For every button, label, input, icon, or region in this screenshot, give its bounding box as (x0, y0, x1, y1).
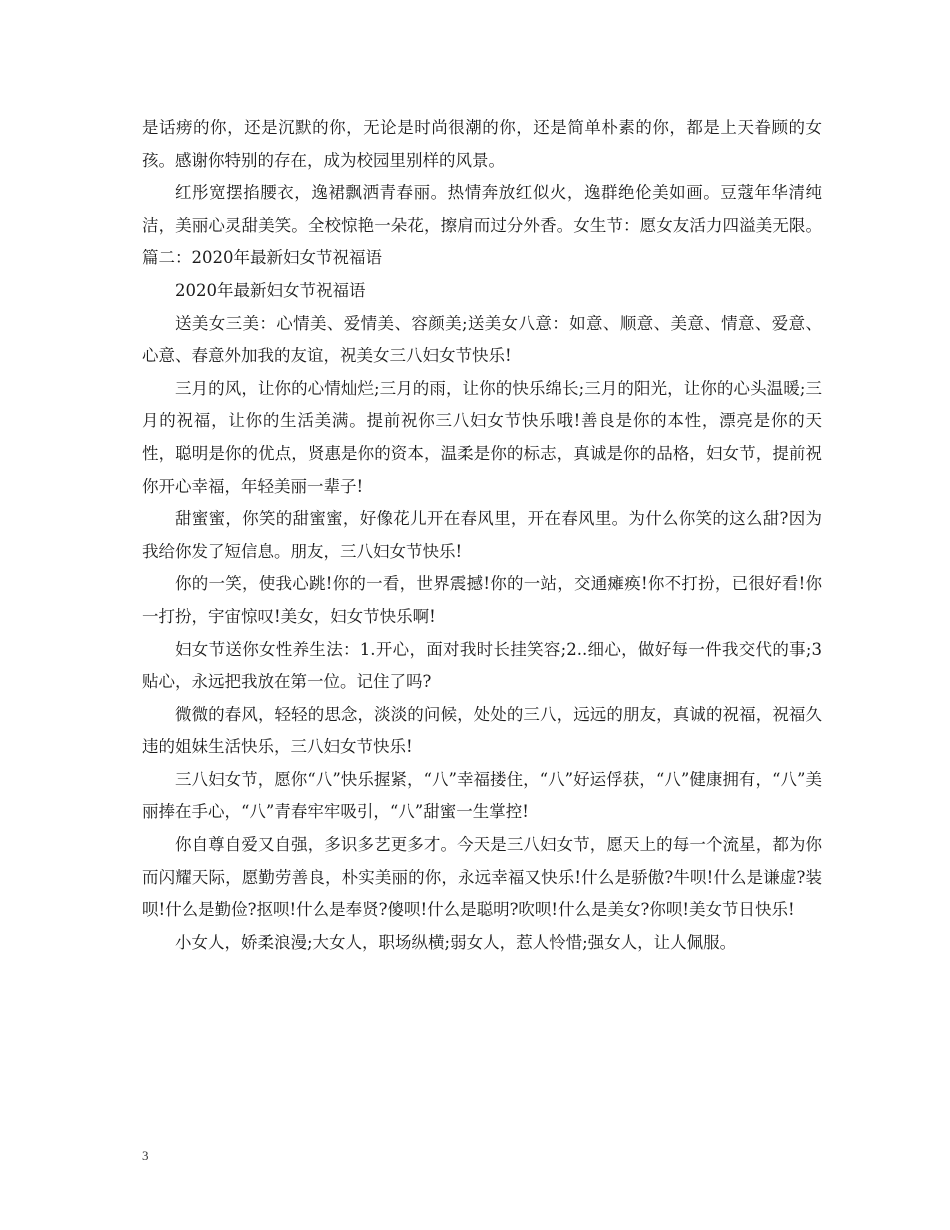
paragraph: 三月的风，让你的心情灿烂;三月的雨，让你的快乐绵长;三月的阳光，让你的心头温暖;三月的祝福，让你的生活美满。提前祝你三八妇女节快乐哦!善良是你的本性，漂亮是你的天性，聪明是你的优点，贤惠是你的资本，温柔是你的标志，真诚是你的品格，妇女节，提前祝你开心幸福，年轻美丽一辈子! (142, 378, 822, 496)
paragraph: 是话痨的你，还是沉默的你，无论是时尚很潮的你，还是简单朴素的你，都是上天眷顾的女孩。感谢你特别的存在，成为校园里别样的风景。 (142, 118, 822, 170)
paragraph: 妇女节送你女性养生法：1.开心，面对我时长挂笑容;2..细心，做好每一件我交代的事;3贴心，永远把我放在第一位。记住了吗? (142, 639, 822, 692)
paragraph: 甜蜜蜜，你笑的甜蜜蜜，好像花儿开在春风里，开在春风里。为什么你笑的这么甜?因为我给你发了短信息。朋友，三八妇女节快乐! (142, 509, 822, 561)
paragraph: 2020年最新妇女节祝福语 (175, 280, 366, 300)
paragraph: 三八妇女节，愿你“八”快乐握紧，“八”幸福搂住，“八”好运俘获，“八”健康拥有，“八”美丽捧在手心，“八”青春牢牢吸引，“八”甜蜜一生掌控! (142, 769, 822, 822)
paragraph: 小女人，娇柔浪漫;大女人，职场纵横;弱女人，惹人怜惜;强女人，让人佩服。 (175, 932, 737, 952)
paragraph: 送美女三美：心情美、爱情美、容颜美;送美女八意：如意、顺意、美意、情意、爱意、心意、春意外加我的友谊，祝美女三八妇女节快乐! (142, 313, 822, 366)
document-body (142, 112, 822, 959)
paragraph: 红彤宽摆掐腰衣，逸裙飘洒青春丽。热情奔放红似火，逸群绝伦美如画。豆蔻年华清纯洁，美丽心灵甜美笑。全校惊艳一朵花，擦肩而过分外香。女生节：愿女友活力四溢美无限。篇二：2020年最新妇女节祝福语 (142, 183, 822, 268)
paragraph: 你自尊自爱又自强，多识多艺更多才。今天是三八妇女节，愿天上的每一个流星，都为你而闪耀天际，愿勤劳善良，朴实美丽的你，永远幸福又快乐!什么是骄傲?牛呗!什么是谦虚?装呗!什么是勤俭?抠呗!什么是奉贤?傻呗!什么是聪明?吹呗!什么是美女?你呗!美女节日快乐! (142, 835, 822, 920)
paragraph: 微微的春风，轻轻的思念，淡淡的问候，处处的三八，远远的朋友，真诚的祝福，祝福久违的姐妹生活快乐，三八妇女节快乐! (142, 704, 822, 757)
paragraph: 你的一笑，使我心跳!你的一看，世界震撼!你的一站，交通瘫痪!你不打扮，已很好看!你一打扮，宇宙惊叹!美女，妇女节快乐啊! (142, 574, 822, 626)
page-number: 3 (142, 1148, 149, 1163)
